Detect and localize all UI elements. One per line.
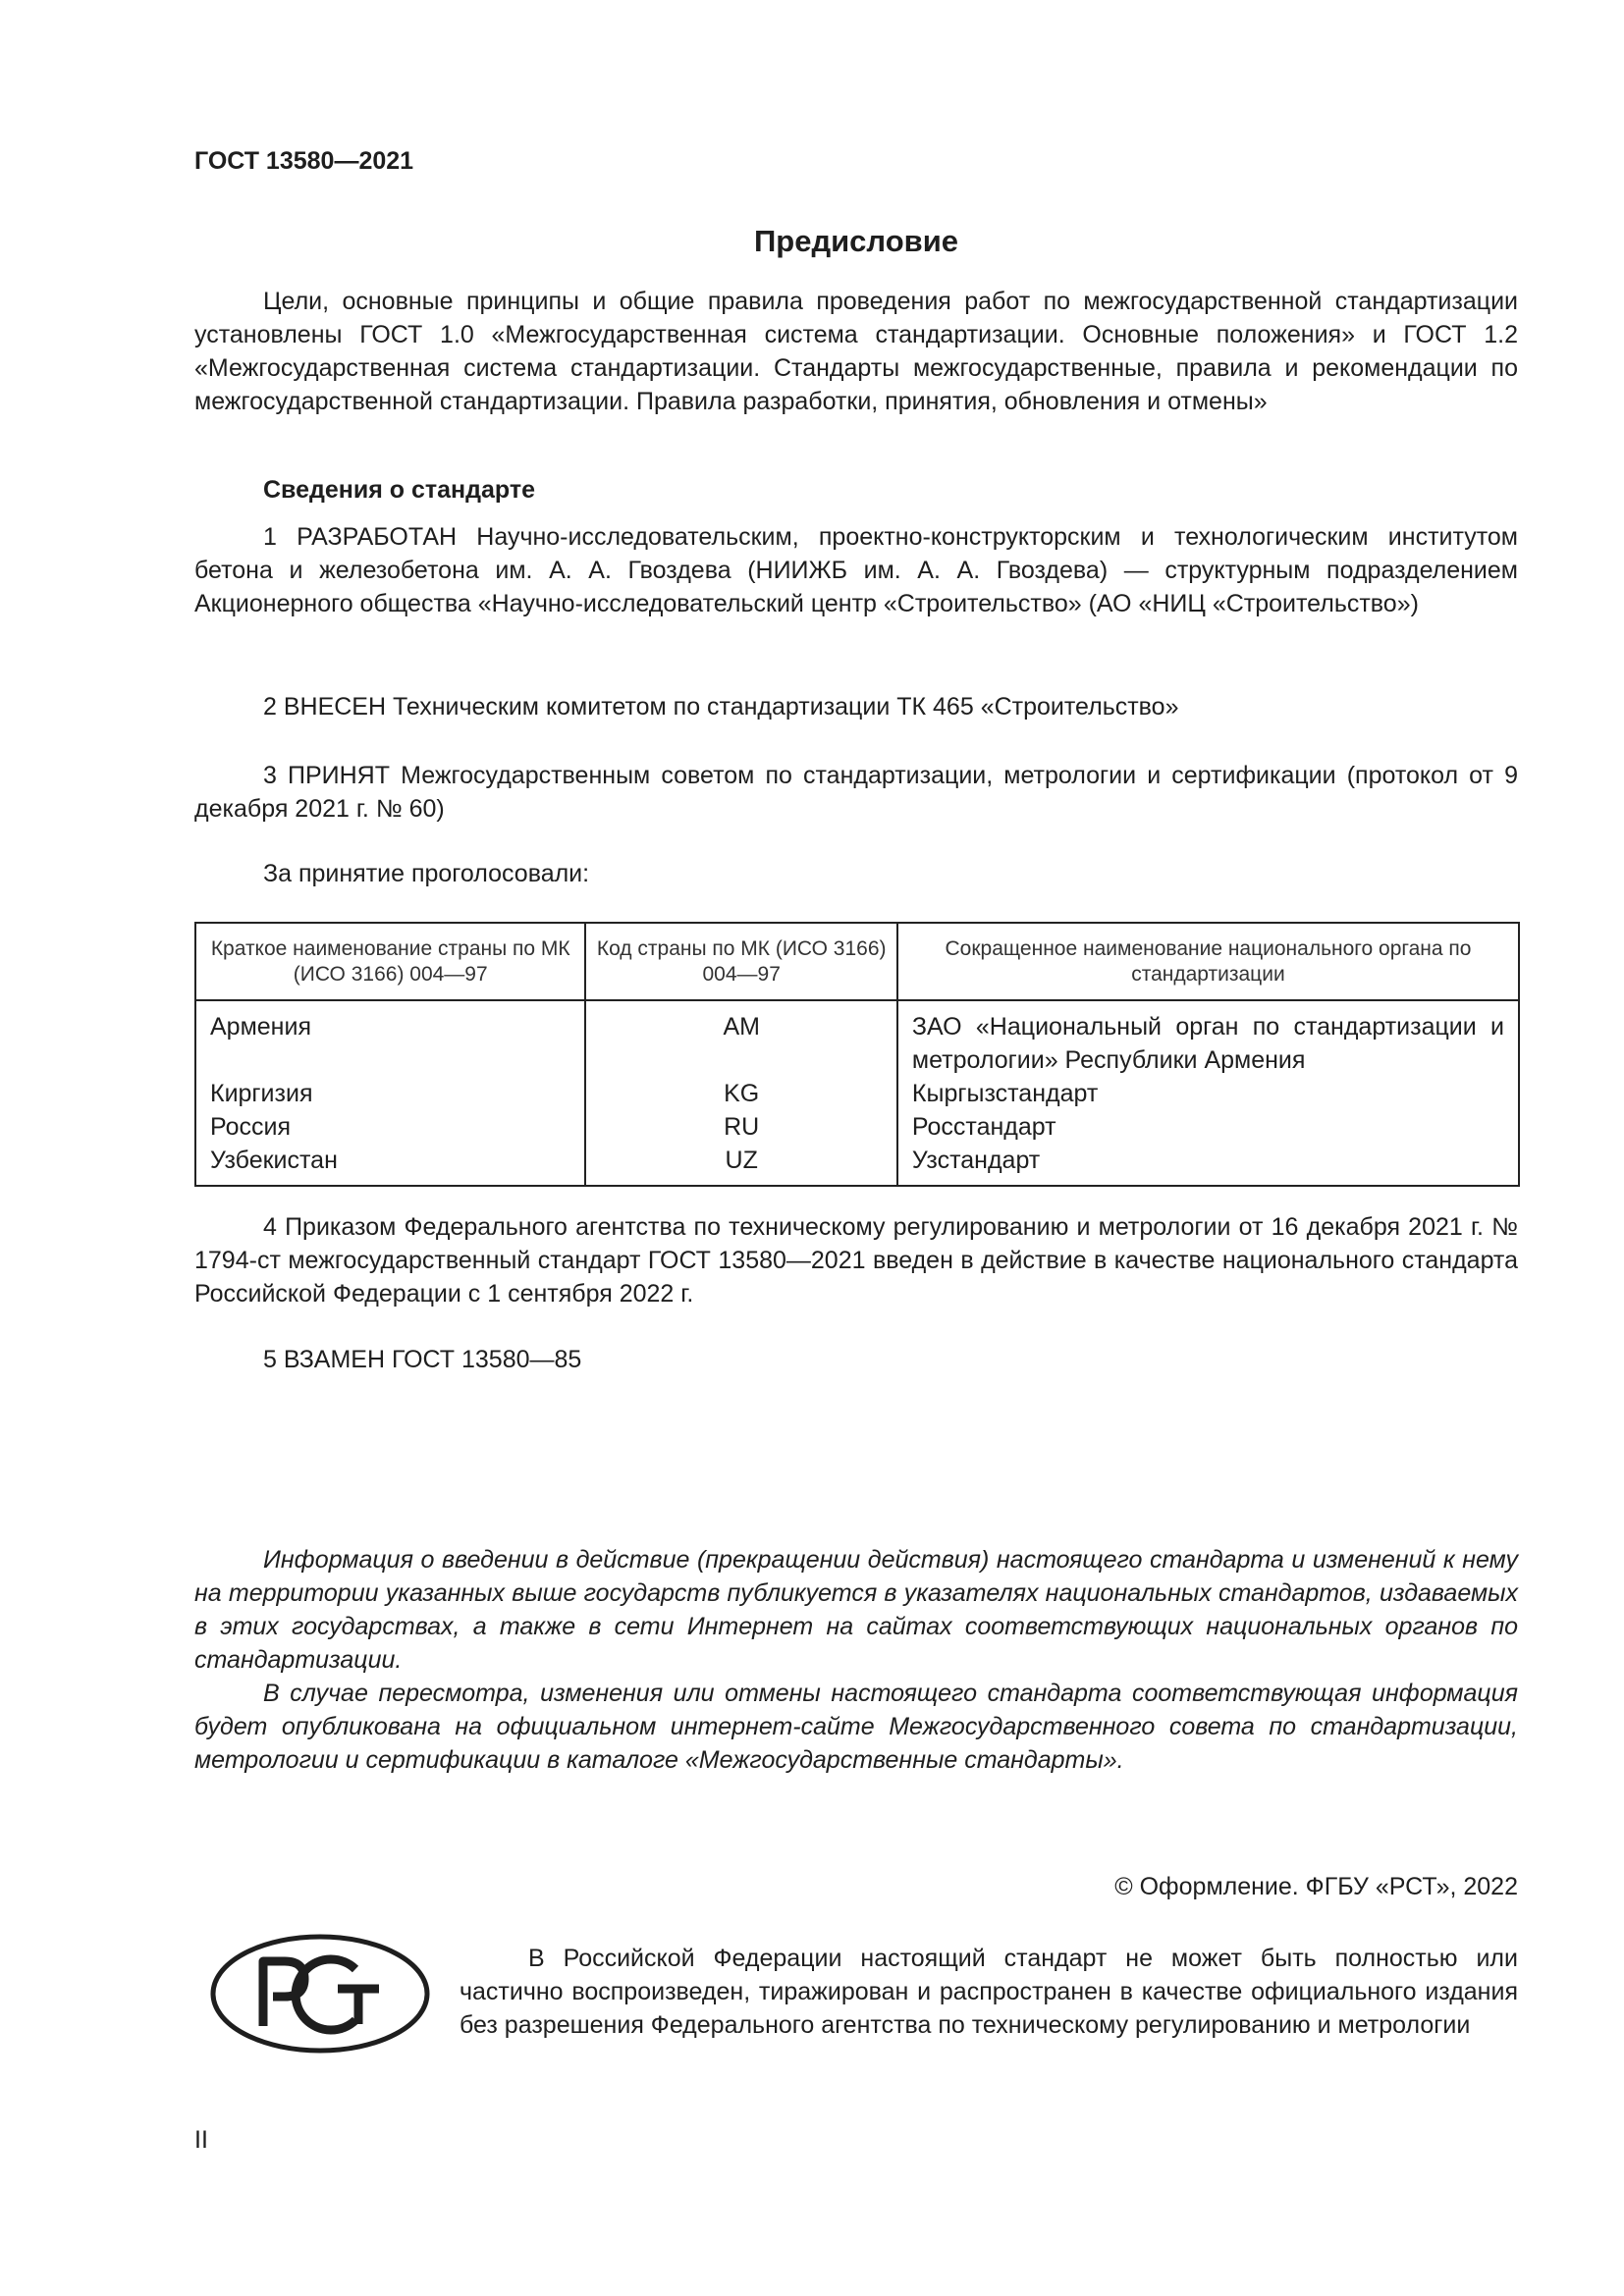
- standards-body-name: Кыргызстандарт: [897, 1077, 1519, 1110]
- item-introduced: 2 ВНЕСЕН Техническим комитетом по стандартизации ТК 465 «Строительство»: [263, 693, 1179, 721]
- table-row: [195, 1144, 1519, 1186]
- country-name: Киргизия: [210, 1080, 313, 1107]
- standards-body-name: Узстандарт: [897, 1144, 1519, 1186]
- voting-countries-table: [194, 922, 1520, 1187]
- country-name: Россия: [210, 1113, 291, 1141]
- item-replaces: 5 ВЗАМЕН ГОСТ 13580—85: [263, 1346, 582, 1373]
- table-row: [195, 1077, 1519, 1110]
- column-header-standards-body: Сокращенное наименование национального органа по стандартизации: [897, 923, 1519, 1000]
- page-title: Предисловие: [753, 224, 958, 258]
- standards-body-name: ЗАО «Национальный орган по стандартизации и метрологии» Республики Армения: [897, 1000, 1519, 1077]
- voted-label: За принятие проголосовали:: [263, 860, 590, 887]
- country-code: RU: [585, 1110, 896, 1144]
- column-header-code: Код страны по МК (ИСО 3166) 004—97: [585, 923, 896, 1000]
- page-number: II: [194, 2126, 208, 2154]
- table-header-row: [195, 923, 1519, 1000]
- table-row: [195, 1000, 1519, 1077]
- rights-statement: В Российской Федерации настоящий стандарт не может быть полностью или частично воспроизведен, тиражирован и распространен в качестве официального издания без разрешения Федерального агентства по техническому регулированию и метрологии: [460, 1945, 1518, 2039]
- intro-paragraph: Цели, основные принципы и общие правила проведения работ по межгосударственной стандартизации установлены ГОСТ 1.0 «Межгосударственная система стандартизации. Основные положения» и ГОСТ 1.2 «Межгосударственная система стандартизации. Стандарты межгосударственные, правила и рекомендации по межгосударственной стандартизации. Правила разработки, принятия, обновления и отмены»: [194, 288, 1518, 415]
- country-code: KG: [585, 1077, 896, 1110]
- item-adopted: 3 ПРИНЯТ Межгосударственным советом по стандартизации, метрологии и сертификации (протокол от 9 декабря 2021 г. № 60): [194, 762, 1518, 823]
- notice-paragraph: Информация о введении в действие (прекращении действия) настоящего стандарта и изменений к нему на территории указанных выше государств публикуется в указателях национальных стандартов, издаваемых в этих государствах, а также в сети Интернет на сайтах соответствующих национальных органов по стандартизации.: [194, 1546, 1518, 1674]
- table-row: [195, 1110, 1519, 1144]
- notice-paragraph: В случае пересмотра, изменения или отмены настоящего стандарта соответствующая информация будет опубликована на официальном интернет-сайте Межгосударственного совета по стандартизации, метрологии и сертификации в каталоге «Межгосударственные стандарты».: [194, 1680, 1518, 1774]
- standards-body-name: Росстандарт: [897, 1110, 1519, 1144]
- country-code: AM: [585, 1000, 896, 1077]
- item-developed: 1 РАЗРАБОТАН Научно-исследовательским, проектно-конструкторским и технологическим институтом бетона и железобетона им. А. А. Гвоздева (НИИЖБ им. А. А. Гвоздева) — структурным подразделением Акционерного общества «Научно-исследовательский центр «Строительство» (АО «НИЦ «Строительство»): [194, 523, 1518, 617]
- rst-logo-icon: [208, 1932, 432, 2060]
- country-name: Армения: [210, 1013, 311, 1041]
- column-header-country: Краткое наименование страны по МК (ИСО 3166) 004—97: [195, 923, 585, 1000]
- item-enacted: 4 Приказом Федерального агентства по техническому регулированию и метрологии от 16 декабря 2021 г. № 1794-ст межгосударственный стандарт ГОСТ 13580—2021 введен в действие в качестве национального стандарта Российской Федерации с 1 сентября 2022 г.: [194, 1213, 1518, 1308]
- notice-block: [194, 1543, 1518, 1777]
- copyright-line: © Оформление. ФГБУ «РСТ», 2022: [1114, 1873, 1518, 1900]
- country-code: UZ: [585, 1144, 896, 1186]
- country-name: Узбекистан: [210, 1147, 338, 1174]
- document-code: ГОСТ 13580—2021: [194, 147, 414, 175]
- section-heading: Сведения о стандарте: [263, 476, 536, 504]
